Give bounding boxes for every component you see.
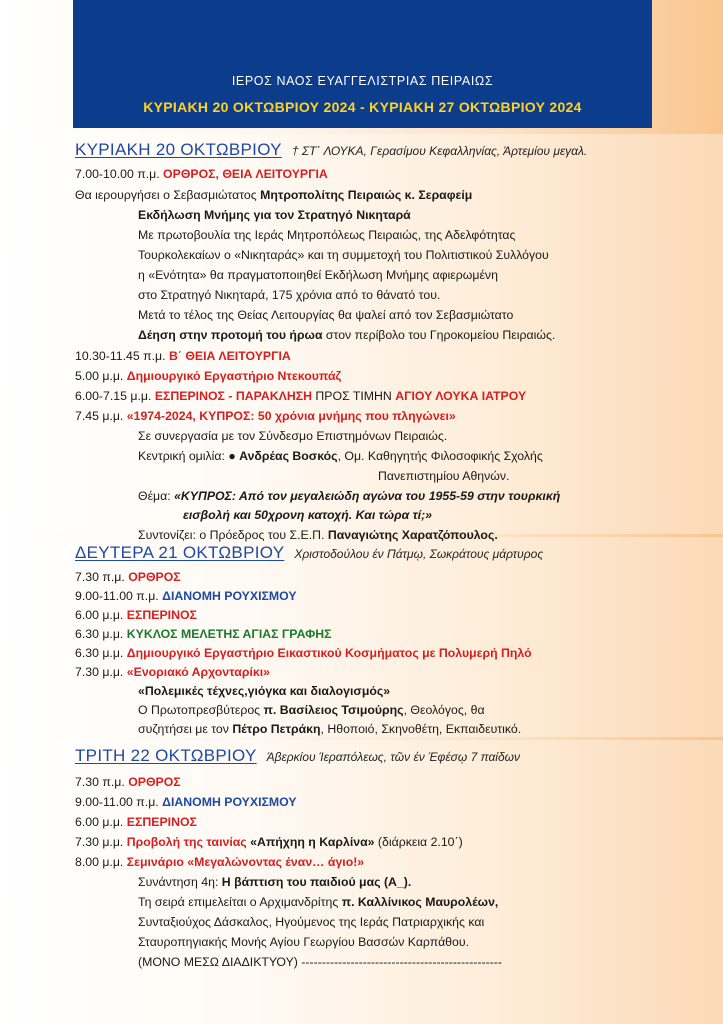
day-title: ΤΡΙΤΗ 22 ΟΚΤΩΒΡΙΟΥ <box>75 746 257 765</box>
saints-of-day: Άβερκίου Ίεραπόλεως, τῶν έν Έφέσῳ 7 παίδων <box>266 750 520 764</box>
sunday-heading <box>75 140 587 160</box>
event-theme <box>138 489 560 504</box>
celebrant-name: Μητροπολίτης Πειραιώς κ. Σεραφείμ <box>260 188 473 202</box>
speaker-name: π. Βασίλειος Τσιμούρης <box>263 703 404 717</box>
entry-label: Σεμινάριο «Μεγαλώνοντας έναν… άγιο!» <box>126 855 365 869</box>
schedule-entry <box>75 627 332 642</box>
memorial-emphasis: Δέηση στην προτομή του ήρωα <box>138 328 323 342</box>
memorial-text: Μετά το τέλος της Θείας Λειτουργίας θα ψαλεί από τον Σεβασμιώτατο <box>138 308 514 322</box>
entry-label: ΔΙΑΝΟΜΗ ΡΟΥΧΙΣΜΟΥ <box>162 589 297 603</box>
entry-label: ΕΣΠΕΡΙΝΟΣ <box>126 815 197 829</box>
schedule-entry <box>75 646 532 661</box>
bullet-icon: ● <box>228 449 236 463</box>
detail-text: Θέμα: <box>138 489 175 503</box>
entry-time: 6.30 μ.μ. <box>75 627 124 641</box>
detail-text: Κεντρική ομιλία: <box>138 449 229 463</box>
entry-label: ΟΡΘΡΟΣ <box>128 775 181 789</box>
event-detail <box>138 528 498 543</box>
schedule-entry <box>75 815 197 830</box>
event-detail <box>138 703 485 718</box>
entry-time: 7.00-10.00 π.μ. <box>75 167 160 181</box>
schedule-entry <box>75 409 456 424</box>
entry-label: Β΄ ΘΕΙΑ ΛΕΙΤΟΥΡΓΙΑ <box>168 349 291 363</box>
schedule-entry <box>75 608 197 623</box>
entry-time: 6.00-7.15 μ.μ. <box>75 389 152 403</box>
entry-time: 7.45 μ.μ. <box>75 409 124 423</box>
schedule-entry <box>75 589 297 604</box>
entry-time: 8.00 μ.μ. <box>75 855 124 869</box>
memorial-text: Τουρκολεκαίων ο «Νικηταράς» και τη συμμετοχή του Πολιτιστικού Συλλόγου <box>138 248 549 262</box>
detail-text: συζητήσει με τον <box>138 722 233 736</box>
detail-text: , Ομ. Καθηγητής Φιλοσοφικής Σχολής <box>337 449 543 463</box>
schedule-entry <box>75 665 270 680</box>
event-detail: Πανεπιστημίου Αθηνών. <box>378 469 510 483</box>
event-detail <box>138 895 498 910</box>
memorial-text: η «Ενότητα» θα πραγματοποιηθεί Εκδήλωση Μνήμης αφιερωμένη <box>138 268 498 282</box>
event-detail: Σε συνεργασία με τον Σύνδεσμο Επιστημόνων Πειραιώς. <box>138 429 448 443</box>
detail-text: , Ηθοποιό, Σκηνοθέτη, Εκπαιδευτικό. <box>320 722 522 736</box>
schedule-note <box>75 188 472 203</box>
entry-time: 10.30-11.45 π.μ. <box>75 349 166 363</box>
memorial-text: στο Στρατηγό Νικηταρά, 175 χρόνια από το θάνατό του. <box>138 288 441 302</box>
theme-text: «ΚΥΠΡΟΣ: Από τον μεγαλειώδη αγώνα του 1955-59 στην τουρκική <box>174 489 561 503</box>
schedule-entry <box>75 349 291 364</box>
event-detail <box>138 449 543 464</box>
speaker-name: Ανδρέας Βοσκός <box>239 449 338 463</box>
session-topic: Η βάπτιση του παιδιού μας (Α_). <box>221 875 412 889</box>
entry-label: ΟΡΘΡΟΣ, ΘΕΙΑ ΛΕΙΤΟΥΡΓΙΑ <box>163 167 328 181</box>
memorial-text: Με πρωτοβουλία της Ιεράς Μητροπόλεως Πειραιώς, της Αδελφότητας <box>138 228 516 242</box>
entry-time: 6.00 μ.μ. <box>75 608 124 622</box>
event-subtitle: «Πολεμικές τέχνες,γιόγκα και διαλογισμός» <box>138 684 391 698</box>
entry-label: «Ενοριακό Αρχονταρίκι» <box>126 665 270 679</box>
day-title: ΔΕΥΤΕΡΑ 21 ΟΚΤΩΒΡΙΟΥ <box>75 543 285 562</box>
day-title: ΚΥΡΙΑΚΗ 20 ΟΚΤΩΒΡΙΟΥ <box>75 140 282 159</box>
entry-label: ΕΣΠΕΡΙΝΟΣ <box>126 608 197 622</box>
entry-label: «1974-2024, ΚΥΠΡΟΣ: 50 χρόνια μνήμης που πληγώνει» <box>126 409 456 423</box>
detail-text: Ο Πρωτοπρεσβύτερος <box>138 703 264 717</box>
event-detail <box>138 722 521 737</box>
detail-text: Συνάντηση 4η: <box>138 875 222 889</box>
film-duration: (διάρκεια 2.10΄) <box>374 835 463 849</box>
schedule-entry <box>75 389 526 404</box>
entry-label: ΕΣΠΕΡΙΝΟΣ - ΠΑΡΑΚΛΗΣΗ <box>154 389 312 403</box>
entry-label: ΚΥΚΛΟΣ ΜΕΛΕΤΗΣ ΑΓΙΑΣ ΓΡΑΦΗΣ <box>126 627 332 641</box>
monday-heading <box>75 543 543 563</box>
schedule-entry <box>75 775 181 790</box>
schedule-entry <box>75 369 341 384</box>
memorial-title: Εκδήλωση Μνήμης για τον Στρατηγό Νικηταρά <box>138 208 411 222</box>
entry-time: 7.30 μ.μ. <box>75 835 124 849</box>
memorial-text <box>138 328 555 343</box>
entry-label: ΔΙΑΝΟΜΗ ΡΟΥΧΙΣΜΟΥ <box>162 795 297 809</box>
entry-time: 9.00-11.00 π.μ. <box>75 589 159 603</box>
entry-label: Δημιουργικό Εργαστήριο Ντεκουπάζ <box>126 369 342 383</box>
entry-time: 6.00 μ.μ. <box>75 815 124 829</box>
entry-time: 9.00-11.00 π.μ. <box>75 795 159 809</box>
event-detail: Συνταξιούχος Δάσκαλος, Ηγούμενος της Ιεράς Πατριαρχικής και <box>138 915 485 929</box>
theme-text: εισβολή και 50χρονη κατοχή. Και τώρα τί;» <box>183 508 433 522</box>
schedule-entry <box>75 570 181 585</box>
schedule-entry <box>75 795 297 810</box>
entry-label: Δημιουργικό Εργαστήριο Εικαστικού Κοσμήματος με Πολυμερή Πηλό <box>126 646 532 660</box>
note-text: Θα ιερουργήσει ο Σεβασμιώτατος <box>75 188 261 202</box>
entry-mid: ΠΡΟΣ ΤΙΜΗΝ <box>312 389 396 403</box>
schedule-entry <box>75 855 364 870</box>
entry-time: 7.30 μ.μ. <box>75 665 124 679</box>
tuesday-heading <box>75 746 520 766</box>
event-detail <box>138 875 411 890</box>
detail-text: Συντονίζει: ο Πρόεδρος του Σ.Ε.Π. <box>138 528 328 542</box>
entry-time: 7.30 π.μ. <box>75 775 125 789</box>
memorial-rest: στον περίβολο του Γηροκομείου Πειραιώς. <box>322 328 556 342</box>
coordinator-name: Παναγιώτης Χαρατζόπουλος. <box>327 528 498 542</box>
event-detail: Σταυροπηγιακής Μονής Αγίου Γεωργίου Βασσών Καρπάθου. <box>138 935 469 949</box>
saints-of-day: Χριστοδούλου έν Πάτμῳ, Σωκράτους μάρτυρος <box>294 547 544 561</box>
entry-time: 7.30 π.μ. <box>75 570 125 584</box>
guest-name: Πέτρο Πετράκη <box>232 722 321 736</box>
saints-of-day: † ΣΤ΄ ΛΟΥΚΑ, Γερασίμου Κεφαλληνίας, Άρτεμίου μεγαλ. <box>291 144 588 158</box>
schedule-entry <box>75 167 328 182</box>
event-detail: (ΜΟΝΟ ΜΕΣΩ ΔΙΑΔΙΚΤΥΟΥ) ------------------------------------------------- <box>138 955 502 969</box>
detail-text: Τη σειρά επιμελείται ο Αρχιμανδρίτης <box>138 895 342 909</box>
entry-label: ΟΡΘΡΟΣ <box>128 570 181 584</box>
header-banner <box>73 0 652 128</box>
schedule-entry <box>75 835 463 850</box>
entry-time: 6.30 μ.μ. <box>75 646 124 660</box>
date-range: ΚΥΡΙΑΚΗ 20 ΟΚΤΩΒΡΙΟΥ 2024 - ΚΥΡΙΑΚΗ 27 ΟΚΤΩΒΡΙΟΥ 2024 <box>143 99 582 115</box>
detail-text: , Θεολόγος, θα <box>403 703 485 717</box>
church-name: ΙΕΡΟΣ ΝΑΟΣ ΕΥΑΓΓΕΛΙΣΤΡΙΑΣ ΠΕΙΡΑΙΩΣ <box>231 74 494 88</box>
film-title: «Απήχηη η Καρλίνα» <box>250 835 375 849</box>
entry-saint: ΑΓΙΟΥ ΛΟΥΚΑ ΙΑΤΡΟΥ <box>395 389 527 403</box>
speaker-name: π. Καλλίνικος Μαυρολέων, <box>341 895 499 909</box>
entry-label: Προβολή της ταινίας <box>126 835 247 849</box>
entry-time: 5.00 μ.μ. <box>75 369 124 383</box>
